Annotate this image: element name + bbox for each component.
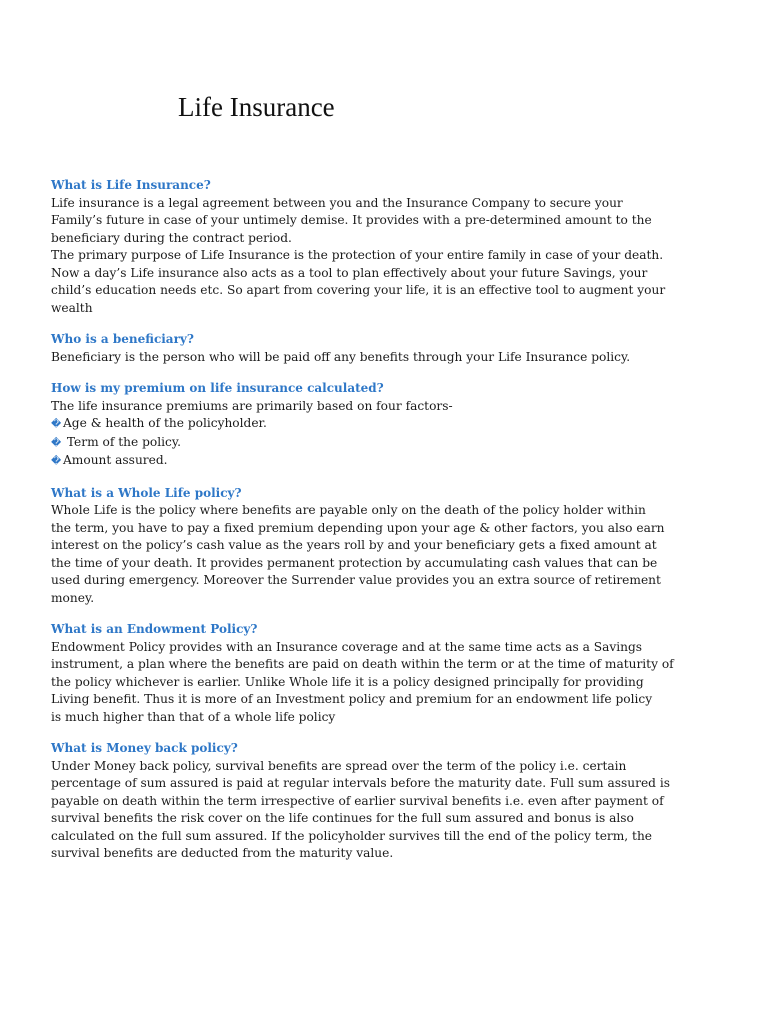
section-money-back-policy	[51, 740, 670, 863]
paragraph-line: Whole Life is the policy where benefits are payable only on the death of the policy holder within	[51, 503, 646, 517]
paragraph-line: beneficiary during the contract period.	[51, 230, 292, 245]
section-heading: Who is a beneficiary?	[51, 332, 194, 346]
paragraph-line: instrument, a plan where the benefits are paid on death within the term or at the time of maturity of	[51, 657, 674, 671]
paragraph-line: Beneficiary is the person who will be paid off any benefits through your Life Insurance policy.	[51, 349, 631, 364]
paragraph-line: used during emergency. Moreover the Surrender value provides you an extra source of retirement	[51, 573, 661, 587]
section-heading: What is Life Insurance?	[51, 178, 211, 192]
bullet-item	[51, 434, 661, 453]
paragraph-line: Endowment Policy provides with an Insurance coverage and at the same time acts as a Savings	[51, 639, 643, 654]
paragraph-line: interest on the policy’s cash value as the years roll by and your beneficiary gets a fixed amount at	[51, 538, 657, 552]
bullet-icon: �	[51, 437, 62, 449]
paragraph-line: survival benefits are deducted from the maturity value.	[51, 846, 394, 860]
paragraph-line: wealth	[51, 300, 93, 315]
paragraph-line: calculated on the full sum assured. If the policyholder survives till the end of the policy term, the	[51, 828, 653, 843]
section-whole-life-policy	[51, 485, 665, 608]
paragraph-line: the term, you have to pay a fixed premium depending upon your age & other factors, you also earn	[51, 520, 665, 535]
paragraph-line: is much higher than that of a whole life policy	[51, 709, 336, 724]
paragraph-line: Living benefit. Thus it is more of an Investment policy and premium for an endowment life policy	[51, 692, 653, 706]
paragraph-line: The primary purpose of Life Insurance is the protection of your entire family in case of your death.	[51, 248, 664, 262]
document-title: Life Insurance	[178, 92, 335, 122]
paragraph-line: Life insurance is a legal agreement between you and the Insurance Company to secure your	[51, 195, 623, 210]
section-heading: How is my premium on life insurance calculated?	[51, 381, 384, 395]
bullet-icon: �	[51, 456, 62, 467]
paragraph-line: survival benefits the risk cover on the life continues for the full sum assured and bonus is also	[51, 811, 634, 825]
paragraph-line: Family’s future in case of your untimely demise. It provides with a pre-determined amount to the	[51, 213, 652, 227]
bullet-text: Age & health of the policyholder.	[63, 416, 267, 430]
section-endowment-policy	[51, 621, 674, 726]
paragraph-line: Now a day’s Life insurance also acts as a tool to plan effectively about your future Savings, your	[51, 265, 648, 280]
section-heading: What is a Whole Life policy?	[51, 485, 242, 500]
paragraph-line: the policy whichever is earlier. Unlike Whole life it is a policy designed principally for providing	[51, 674, 644, 689]
bullet-text: Term of the policy.	[63, 434, 181, 449]
paragraph-line: The life insurance premiums are primarily based on four factors-	[51, 398, 453, 413]
section-who-is-beneficiary	[51, 331, 661, 366]
section-what-is-life-insurance	[51, 177, 666, 317]
section-premium-calculation	[51, 380, 661, 471]
paragraph-line: Under Money back policy, survival benefits are spread over the term of the policy i.e. certain	[51, 758, 627, 773]
paragraph-line: child’s education needs etc. So apart from covering your life, it is an effective tool to augment your	[51, 283, 666, 297]
paragraph-line: the time of your death. It provides permanent protection by accumulating cash values that can be	[51, 555, 658, 570]
bullet-text: Amount assured.	[63, 453, 168, 467]
bullet-item	[51, 452, 661, 471]
section-heading: What is Money back policy?	[51, 741, 238, 755]
bullet-item	[51, 415, 661, 434]
paragraph-line: percentage of sum assured is paid at regular intervals before the maturity date. Full sum assured is	[51, 776, 670, 790]
paragraph-line: payable on death within the term irrespective of earlier survival benefits i.e. even after payment of	[51, 793, 664, 808]
paragraph-line: money.	[51, 590, 95, 605]
section-heading: What is an Endowment Policy?	[51, 622, 258, 636]
document-body	[51, 177, 674, 877]
bullet-icon: �	[51, 419, 62, 430]
